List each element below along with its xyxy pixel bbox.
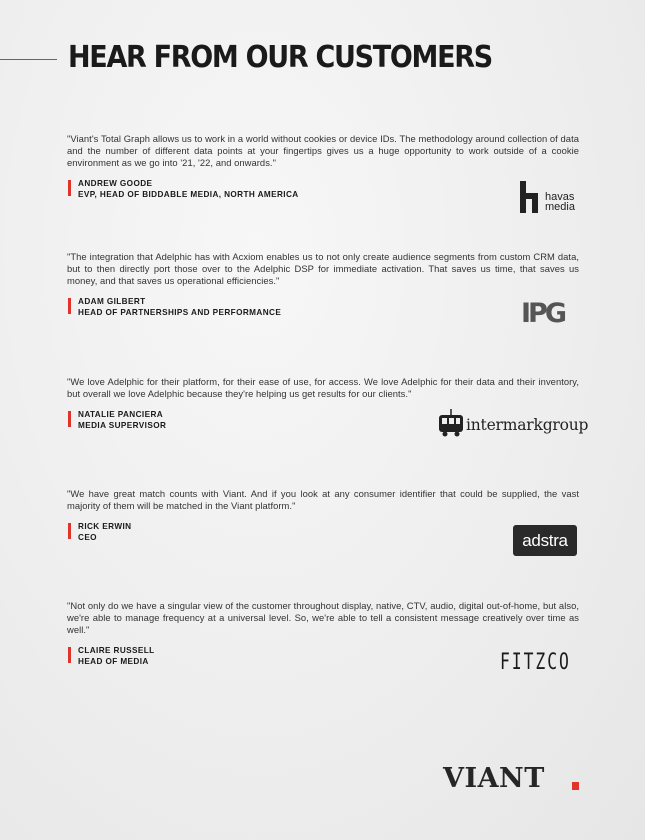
accent-bar [68, 180, 71, 196]
testimonial-attribution [67, 297, 579, 318]
accent-bar [68, 523, 71, 539]
havas-media-logo [520, 181, 580, 213]
person-role: HEAD OF MEDIA [78, 656, 149, 666]
testimonial-andrew-goode [67, 133, 579, 200]
testimonial-adam-gilbert [67, 251, 579, 318]
testimonial-attribution [67, 522, 579, 543]
person-name: ADAM GILBERT [78, 297, 146, 306]
person-name: ANDREW GOODE [78, 179, 153, 188]
testimonial-quote: "Viant's Total Graph allows us to work in a world without cookies or device IDs. The methodology around collection of data and the number of different data points at your fingertips gives us a huge opportunity to work outside of a cookie environment as we go into '21, '22, and onwards." [67, 133, 579, 168]
person-role: EVP, HEAD OF BIDDABLE MEDIA, NORTH AMERICA [78, 189, 299, 199]
adstra-wordmark: adstra [522, 531, 568, 550]
person-role: CEO [78, 532, 97, 542]
testimonial-rick-erwin [67, 488, 579, 543]
viant-wordmark: VIANT [443, 763, 545, 794]
person-name: RICK ERWIN [78, 522, 132, 531]
havas-media-wordmark: havas media [545, 191, 575, 213]
fitzco-wordmark: FITZCO [500, 649, 571, 675]
fitzco-logo [500, 649, 578, 674]
testimonial-quote: "We have great match counts with Viant. And if you look at any consumer identifier that could be supplied, the vast majority of them will be matched in the Viant platform." [67, 488, 579, 511]
havas-h-icon [520, 181, 542, 213]
testimonial-attribution [67, 179, 579, 200]
page-title: HEAR FROM OUR CUSTOMERS [68, 40, 492, 75]
ipg-wordmark: IPG [521, 298, 564, 329]
accent-line [0, 59, 57, 60]
accent-bar [68, 411, 71, 427]
viant-dot-mark [572, 782, 579, 790]
intermarkgroup-logo [438, 409, 589, 437]
adstra-logo [513, 525, 577, 556]
trolley-icon [438, 409, 464, 437]
viant-logo [443, 764, 579, 794]
accent-bar [68, 647, 71, 663]
accent-bar [68, 298, 71, 314]
ipg-logo [521, 300, 579, 328]
person-name: NATALIE PANCIERA [78, 410, 164, 419]
person-role: HEAD OF PARTNERSHIPS AND PERFORMANCE [78, 307, 282, 317]
person-role: MEDIA SUPERVISOR [78, 420, 167, 430]
person-name: CLAIRE RUSSELL [78, 646, 155, 655]
testimonial-quote: "The integration that Adelphic has with Acxiom enables us to not only create audience segments from custom CRM data, but to then directly port those over to the Adelphic DSP for immediate activation. That saves us time, that saves us money, and that saves us operational efficiencies." [67, 251, 579, 286]
intermarkgroup-wordmark: intermarkgroup [466, 416, 589, 434]
testimonial-quote: "Not only do we have a singular view of the customer throughout display, native, CTV, audio, digital out-of-home, but also, we're able to manage frequency at a universal level. So, we're able to tell a consistent message creatively over time as well." [67, 600, 579, 635]
testimonial-quote: "We love Adelphic for their platform, for their ease of use, for access. We love Adelphic for their data and their inventory, but overall we love Adelphic because they're helping us get results for our clients." [67, 376, 579, 399]
